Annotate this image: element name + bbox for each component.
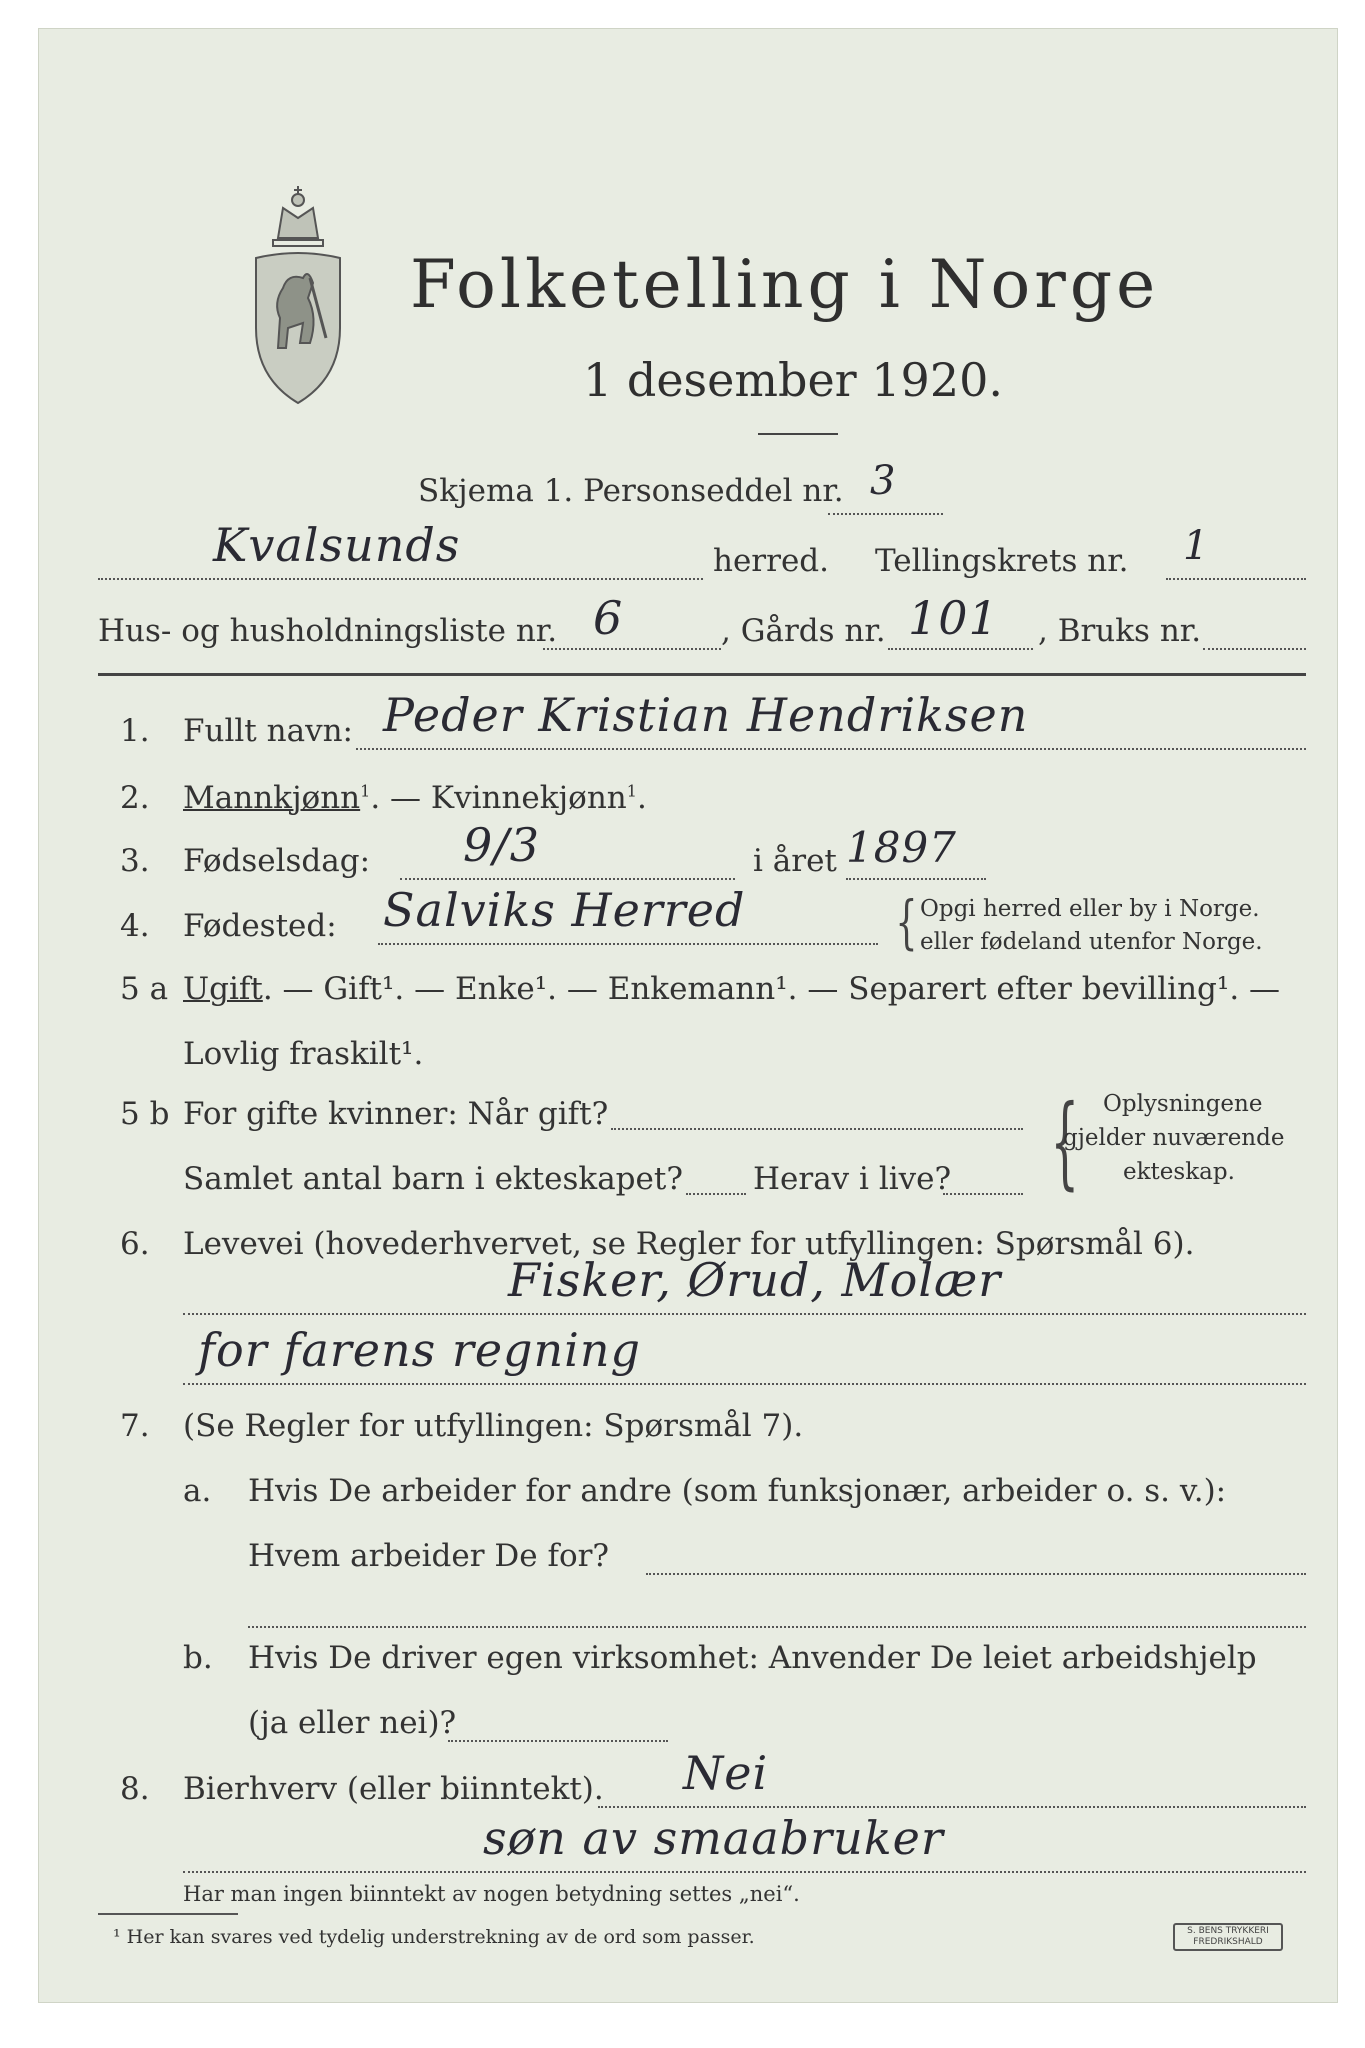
q4-note-2: eller fødeland utenfor Norge. xyxy=(920,929,1263,955)
q4-note-1: Opgi herred eller by i Norge. xyxy=(920,896,1260,922)
q2-options xyxy=(183,780,647,816)
title-rule xyxy=(758,433,838,435)
q5b-brace: { xyxy=(1050,1083,1080,1200)
q5b-gift-line xyxy=(611,1128,1023,1130)
q7b-line1: Hvis De driver egen virksomhet: Anvender De leiet arbeidshjelp xyxy=(248,1640,1257,1676)
q5b-line2b: Herav i live? xyxy=(753,1161,952,1197)
q7b-line2: (ja eller nei)? xyxy=(248,1705,457,1741)
gards-label: , Gårds nr. xyxy=(721,613,886,649)
q5b-note-1: Oplysningene xyxy=(1103,1091,1263,1117)
stamp-line-1: S. BENS TRYKKERI xyxy=(1187,1926,1269,1936)
q5b-barn-line xyxy=(686,1193,746,1195)
q7-label: (Se Regler for utfyllingen: Spørsmål 7). xyxy=(183,1408,804,1444)
q5a-line2: Lovlig fraskilt¹. xyxy=(183,1036,424,1072)
schema-number-value: 3 xyxy=(870,458,897,504)
q2-mann-option: Mannkjønn xyxy=(183,780,361,816)
q2-kvinne-option: Kvinnekjønn xyxy=(430,780,627,816)
q7b-letter: b. xyxy=(183,1640,213,1676)
tellingskrets-line xyxy=(1166,578,1306,580)
printer-stamp xyxy=(1173,1923,1283,1951)
q6-number: 6. xyxy=(120,1226,150,1262)
q5b-note-2: gjelder nuværende xyxy=(1063,1125,1285,1151)
q7b-answer-line xyxy=(448,1740,668,1742)
q5b-number: 5 b xyxy=(120,1096,170,1132)
q3-label: Fødselsdag: xyxy=(183,843,371,879)
q4-value: Salviks Herred xyxy=(383,883,746,937)
schema-label: Skjema 1. Personseddel nr. xyxy=(418,473,844,509)
schema-number-line xyxy=(828,513,943,515)
q7a-line1: Hvis De arbeider for andre (som funksjonær, arbeider o. s. v.): xyxy=(248,1473,1227,1509)
q6-label: Levevei (hovederhvervet, se Regler for utfyllingen: Spørsmål 6). xyxy=(183,1226,1195,1262)
gards-line xyxy=(888,648,1033,650)
hus-line xyxy=(543,648,721,650)
q5b-live-line xyxy=(943,1193,1023,1195)
q3-year-line xyxy=(846,878,986,880)
q1-label: Fullt navn: xyxy=(183,713,353,749)
coat-of-arms-icon xyxy=(248,178,348,408)
q2-number: 2. xyxy=(120,780,150,816)
hus-value: 6 xyxy=(593,591,624,645)
form-title: Folketelling i Norge xyxy=(410,246,1160,323)
herred-label: herred. xyxy=(713,543,829,579)
q7a-answer-line-2 xyxy=(248,1626,1306,1628)
q8-label: Bierhverv (eller biinntekt). xyxy=(183,1771,604,1807)
q5a-rest-options: . — Gift¹. — Enke¹. — Enkemann¹. — Separert efter bevilling¹. — xyxy=(262,971,1281,1007)
herred-value: Kvalsunds xyxy=(213,518,461,572)
q3-value: 9/3 xyxy=(463,818,541,872)
footer-rule xyxy=(98,1913,238,1915)
tellingskrets-label: Tellingskrets nr. xyxy=(875,543,1129,579)
q3-line xyxy=(400,878,735,880)
bruks-line xyxy=(1203,648,1306,650)
q6-line-2 xyxy=(183,1383,1306,1385)
q6-line-1 xyxy=(183,1313,1306,1315)
q2-sup2: 1 xyxy=(626,781,637,801)
q3-year-value: 1897 xyxy=(846,823,957,872)
q5a-options xyxy=(183,971,1280,1007)
q1-value: Peder Kristian Hendriksen xyxy=(383,688,1029,742)
q7a-letter: a. xyxy=(183,1473,212,1509)
form-date: 1 desember 1920. xyxy=(583,353,1003,407)
tellingskrets-value: 1 xyxy=(1183,523,1210,569)
footnote: ¹ Her kan svares ved tydelig understrekning av de ord som passer. xyxy=(113,1926,755,1948)
q8-number: 8. xyxy=(120,1771,150,1807)
q2-end: . xyxy=(636,780,647,816)
q8-answer-line-2 xyxy=(183,1871,1306,1873)
q7a-answer-line-1 xyxy=(646,1573,1306,1575)
q8-answer-line-1 xyxy=(598,1806,1306,1808)
q5b-line2a: Samlet antal barn i ekteskapet? xyxy=(183,1161,683,1197)
q4-line xyxy=(378,943,878,945)
q1-number: 1. xyxy=(120,713,150,749)
q2-separator: . — xyxy=(370,780,431,816)
q3-year-label: i året xyxy=(753,843,837,879)
q5b-label: For gifte kvinner: Når gift? xyxy=(183,1096,609,1132)
bruks-label: , Bruks nr. xyxy=(1038,613,1202,649)
q1-line xyxy=(356,748,1306,750)
q6-value-2: for farens regning xyxy=(198,1323,641,1377)
q5b-note-3: ekteskap. xyxy=(1123,1159,1235,1185)
q7-number: 7. xyxy=(120,1408,150,1444)
q4-brace: { xyxy=(895,888,918,956)
q4-label: Fødested: xyxy=(183,908,337,944)
gards-value: 101 xyxy=(908,591,999,645)
q3-number: 3. xyxy=(120,843,150,879)
q6-value-1: Fisker, Ørud, Molær xyxy=(508,1253,1002,1307)
q8-value-2: søn av smaabruker xyxy=(483,1811,944,1865)
herred-line xyxy=(98,578,703,580)
q7a-line2: Hvem arbeider De for? xyxy=(248,1538,610,1574)
q8-value-1: Nei xyxy=(683,1746,769,1800)
census-form-page xyxy=(38,28,1338,2003)
section-divider xyxy=(98,673,1306,676)
q5a-ugift-option: Ugift xyxy=(183,971,263,1007)
q8-note: Har man ingen biinntekt av nogen betydning settes „nei“. xyxy=(183,1882,800,1906)
stamp-line-2: FREDRIKSHALD xyxy=(1193,1937,1263,1947)
q4-number: 4. xyxy=(120,908,150,944)
q5a-number: 5 a xyxy=(120,971,169,1007)
hus-label: Hus- og husholdningsliste nr. xyxy=(98,613,558,649)
q2-sup1: 1 xyxy=(360,781,371,801)
